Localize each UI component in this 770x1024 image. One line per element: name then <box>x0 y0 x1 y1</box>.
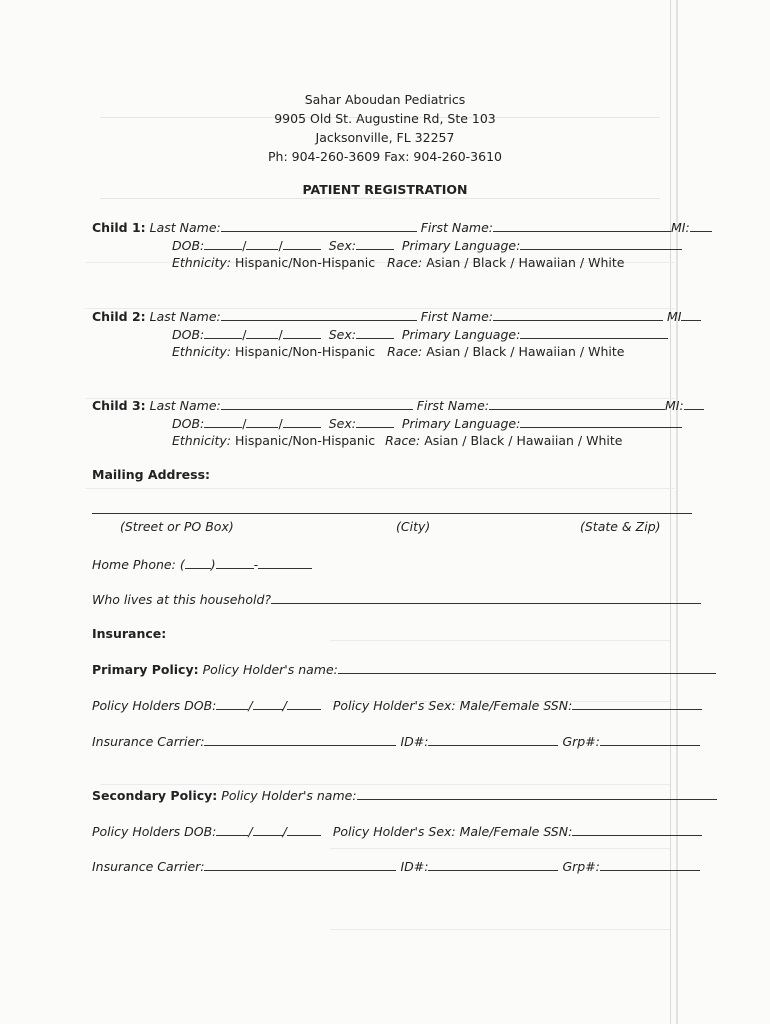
ethnicity-label: Ethnicity: <box>172 344 231 359</box>
dob-label: DOB: <box>172 327 205 342</box>
dob-label: DOB: <box>172 238 205 253</box>
secondary-dob-year[interactable] <box>287 823 321 836</box>
policy-holder-sex-label: Policy Holder's Sex: Male/Female <box>332 698 540 713</box>
secondary-policy-label: Secondary Policy: <box>92 788 218 803</box>
bleed-through-marks <box>100 770 670 785</box>
grp-label: Grp#: <box>562 734 600 749</box>
primary-dob-year[interactable] <box>287 697 321 710</box>
race-options[interactable]: Asian / Black / Hawaiian / White <box>426 344 625 359</box>
child2-dob-day[interactable] <box>246 326 278 339</box>
child3-row-dob: DOB: / / Sex: Primary Language: <box>172 415 682 431</box>
ethnicity-label: Ethnicity: <box>172 433 231 448</box>
sex-label: Sex: <box>328 238 356 253</box>
last-name-label: Last Name: <box>149 309 221 324</box>
child1-dob-month[interactable] <box>204 237 242 250</box>
mi-label: MI: <box>671 220 690 235</box>
secondary-ssn-field[interactable] <box>572 823 702 836</box>
policy-holder-name-label: Policy Holder's name: <box>202 662 338 677</box>
child1-row-dob: DOB: / / Sex: Primary Language: <box>172 237 682 253</box>
id-label: ID#: <box>400 859 429 874</box>
home-phone-row: Home Phone: ( ) - <box>92 556 312 572</box>
primary-ssn-field[interactable] <box>572 697 702 710</box>
policy-holder-sex-label: Policy Holder's Sex: Male/Female <box>332 824 540 839</box>
child1-mi-field[interactable] <box>690 219 712 232</box>
dob-label: DOB: <box>172 416 205 431</box>
child3-sex-field[interactable] <box>356 415 394 428</box>
household-row <box>92 591 701 607</box>
practice-phone-fax: Ph: 904-260-3609 Fax: 904-260-3610 <box>267 149 502 164</box>
race-options[interactable]: Asian / Black / Hawaiian / White <box>424 433 623 448</box>
race-label: Race: <box>387 344 423 359</box>
last-name-label: Last Name: <box>149 398 221 413</box>
bleed-through-marks <box>85 488 675 501</box>
ethnicity-options[interactable]: Hispanic/Non-Hispanic <box>234 433 376 448</box>
home-phone-label: Home Phone: <box>92 557 176 572</box>
child2-label: Child 2: <box>92 309 146 324</box>
secondary-policy-row <box>92 787 717 803</box>
ethnicity-label: Ethnicity: <box>172 255 231 270</box>
first-name-label: First Name: <box>420 220 493 235</box>
child3-language-field[interactable] <box>520 415 682 428</box>
primary-language-label: Primary Language: <box>401 416 521 431</box>
city-caption: (City) <box>396 519 431 534</box>
primary-policy-label: Primary Policy: <box>92 662 199 677</box>
primary-carrier-row <box>92 733 700 749</box>
practice-address-line2: Jacksonville, FL 32257 <box>315 130 455 145</box>
child3-label: Child 3: <box>92 398 146 413</box>
mi-label: MI <box>666 309 682 324</box>
sex-label: Sex: <box>328 416 356 431</box>
child3-row-name <box>92 397 704 413</box>
child2-row-dob: DOB: / / Sex: Primary Language: <box>172 326 668 342</box>
child3-first-name-field[interactable] <box>489 397 665 410</box>
practice-name: Sahar Aboudan Pediatrics <box>304 92 466 107</box>
home-phone-area-code[interactable] <box>185 556 211 569</box>
child1-label: Child 1: <box>92 220 146 235</box>
insurance-heading: Insurance: <box>92 626 167 641</box>
child1-first-name-field[interactable] <box>493 219 671 232</box>
policy-holders-dob-label: Policy Holders DOB: <box>92 698 217 713</box>
mi-label: MI: <box>665 398 684 413</box>
child3-dob-month[interactable] <box>204 415 242 428</box>
street-caption: (Street or PO Box) <box>120 519 234 534</box>
primary-policy-row <box>92 661 716 677</box>
policy-holder-name-label: Policy Holder's name: <box>221 788 357 803</box>
first-name-label: First Name: <box>416 398 489 413</box>
secondary-grp-field[interactable] <box>600 858 700 871</box>
id-label: ID#: <box>400 734 429 749</box>
household-label: Who lives at this household? <box>92 592 272 607</box>
primary-language-label: Primary Language: <box>401 327 521 342</box>
primary-id-field[interactable] <box>428 733 558 746</box>
insurance-carrier-label: Insurance Carrier: <box>92 734 205 749</box>
race-label: Race: <box>387 255 423 270</box>
child2-language-field[interactable] <box>520 326 668 339</box>
child1-language-field[interactable] <box>520 237 682 250</box>
bleed-through-marks <box>85 378 675 399</box>
child1-dob-day[interactable] <box>246 237 278 250</box>
child3-last-name-field[interactable] <box>221 397 413 410</box>
mailing-address-field[interactable] <box>92 513 692 514</box>
child2-row-name <box>92 308 701 324</box>
child2-first-name-field[interactable] <box>493 308 663 321</box>
child3-dob-day[interactable] <box>246 415 278 428</box>
child2-last-name-field[interactable] <box>221 308 417 321</box>
ethnicity-options[interactable]: Hispanic/Non-Hispanic <box>234 255 376 270</box>
ethnicity-options[interactable]: Hispanic/Non-Hispanic <box>234 344 376 359</box>
child3-dob-year[interactable] <box>283 415 321 428</box>
mailing-address-heading: Mailing Address: <box>92 467 211 482</box>
grp-label: Grp#: <box>562 859 600 874</box>
primary-carrier-field[interactable] <box>204 733 396 746</box>
child1-sex-field[interactable] <box>356 237 394 250</box>
ssn-label: SSN: <box>543 698 573 713</box>
child2-row-ethnicity <box>172 344 624 359</box>
insurance-carrier-label: Insurance Carrier: <box>92 859 205 874</box>
child1-last-name-field[interactable] <box>221 219 417 232</box>
first-name-label: First Name: <box>420 309 493 324</box>
household-field[interactable] <box>271 591 701 604</box>
child3-mi-field[interactable] <box>684 397 704 410</box>
child2-dob-year[interactable] <box>283 326 321 339</box>
child1-dob-year[interactable] <box>283 237 321 250</box>
last-name-label: Last Name: <box>149 220 221 235</box>
secondary-id-field[interactable] <box>428 858 558 871</box>
primary-language-label: Primary Language: <box>401 238 521 253</box>
form-title: PATIENT REGISTRATION <box>302 182 468 197</box>
practice-address-line1: 9905 Old St. Augustine Rd, Ste 103 <box>274 111 496 126</box>
secondary-carrier-row <box>92 858 700 874</box>
child1-row-ethnicity <box>172 255 624 270</box>
secondary-dob-month[interactable] <box>216 823 248 836</box>
child2-mi-field[interactable] <box>681 308 701 321</box>
primary-dob-day[interactable] <box>253 697 283 710</box>
home-phone-line[interactable] <box>258 556 312 569</box>
child2-dob-month[interactable] <box>204 326 242 339</box>
child2-sex-field[interactable] <box>356 326 394 339</box>
secondary-dob-day[interactable] <box>253 823 283 836</box>
secondary-carrier-field[interactable] <box>204 858 396 871</box>
policy-holders-dob-label: Policy Holders DOB: <box>92 824 217 839</box>
state-zip-caption: (State & Zip) <box>580 519 661 534</box>
primary-dob-month[interactable] <box>216 697 248 710</box>
primary-grp-field[interactable] <box>600 733 700 746</box>
race-label: Race: <box>385 433 421 448</box>
secondary-holder-dob-row: Policy Holders DOB: / / Policy Holder's Sex: Male/Female SSN: <box>92 823 702 839</box>
primary-holder-name-field[interactable] <box>338 661 716 674</box>
race-options[interactable]: Asian / Black / Hawaiian / White <box>426 255 625 270</box>
child1-row-name <box>92 219 712 235</box>
sex-label: Sex: <box>328 327 356 342</box>
child3-row-ethnicity <box>172 433 622 448</box>
primary-holder-dob-row: Policy Holders DOB: / / Policy Holder's Sex: Male/Female SSN: <box>92 697 702 713</box>
secondary-holder-name-field[interactable] <box>357 787 717 800</box>
ssn-label: SSN: <box>543 824 573 839</box>
home-phone-prefix[interactable] <box>216 556 254 569</box>
